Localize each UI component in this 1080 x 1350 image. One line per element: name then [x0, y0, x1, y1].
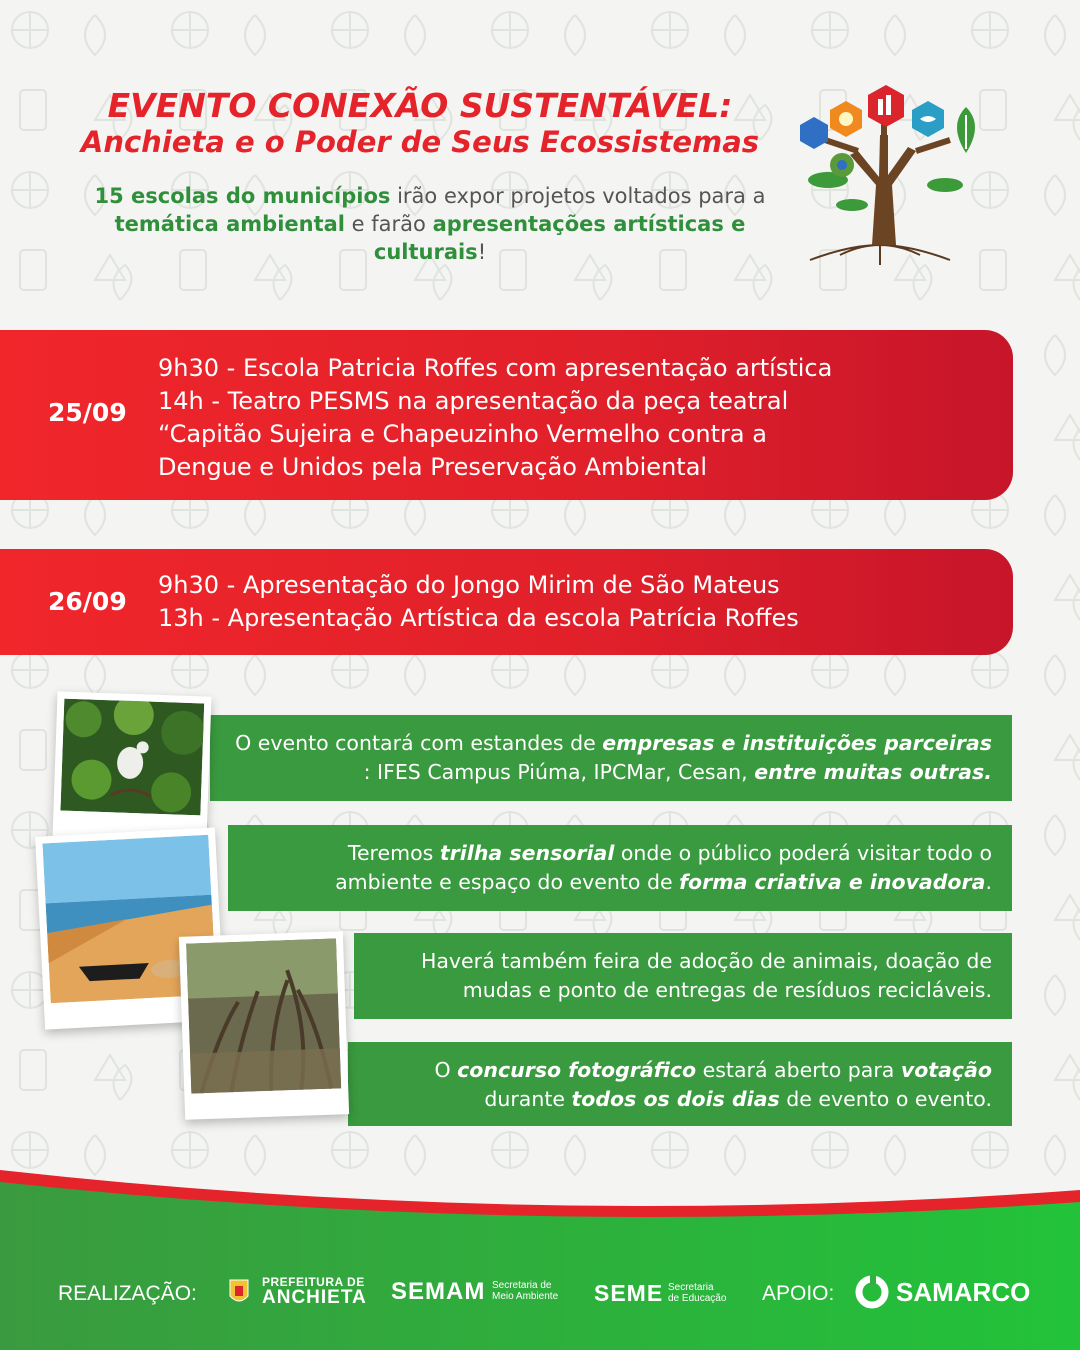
title-line-1: EVENTO CONEXÃO SUSTENTÁVEL: — [107, 86, 733, 125]
highlight-stands — [210, 715, 1012, 801]
seme-subtitle — [668, 1282, 726, 1304]
schedule-line: Dengue e Unidos pela Preservação Ambiental — [158, 453, 708, 481]
hl-text: onde o público poderá visitar todo o ambiente e espaço do evento de — [335, 841, 992, 894]
intro-bold-3: apresentações artísticas e culturais — [373, 212, 746, 264]
hl-bold: empresas e instituições parceiras — [602, 731, 992, 755]
intro-text-2: e farão — [345, 212, 433, 236]
hl-text: durante — [484, 1087, 572, 1111]
schedule-date: 26/09 — [48, 587, 127, 616]
schedule-line: 9h30 - Apresentação do Jongo Mirim de São Mateus — [158, 571, 780, 599]
schedule-line: 13h - Apresentação Artística da escola Patrícia Roffes — [158, 604, 799, 632]
semam-subtitle — [492, 1280, 558, 1302]
hl-text: estará aberto para — [696, 1058, 901, 1082]
event-title — [40, 88, 800, 160]
hl-bold: todos os dois dias — [571, 1087, 780, 1111]
hl-text: Haverá também feira de adoção de animais, doação de mudas e ponto de entregas de resíduos recicláveis. — [420, 949, 992, 1002]
hl-text: Teremos — [347, 841, 440, 865]
hl-text: O — [434, 1058, 458, 1082]
seme-sub-2: de Educação — [668, 1293, 727, 1304]
hl-text: de evento o evento. — [779, 1087, 992, 1111]
schedule-day-2 — [0, 549, 1013, 655]
hl-bold: votação — [900, 1058, 992, 1082]
intro-text — [90, 182, 770, 266]
highlight-adoption-fair — [354, 933, 1012, 1019]
highlight-sensory-trail — [228, 825, 1012, 911]
samarco-logo-text: SAMARCO — [896, 1277, 1031, 1307]
schedule-lines — [158, 569, 799, 635]
schedule-day-1 — [0, 330, 1013, 500]
photo-heron-mangrove — [53, 691, 212, 841]
seme-sub-1: Secretaria — [668, 1282, 714, 1293]
schedule-date: 25/09 — [48, 398, 127, 427]
semam-logo-text: SEMAM — [391, 1278, 486, 1305]
schedule-line: 9h30 - Escola Patricia Roffes com apresentação artística — [158, 354, 833, 382]
seme-logo-text: SEME — [594, 1280, 664, 1306]
prefeitura-line-2: ANCHIETA — [262, 1287, 367, 1308]
intro-bold-2: temática ambiental — [114, 212, 345, 236]
intro-text-3: ! — [477, 240, 487, 264]
title-line-2: Anchieta e o Poder de Seus Ecossistemas — [80, 125, 760, 159]
footer-band — [0, 1160, 1080, 1350]
hl-bold: trilha sensorial — [439, 841, 615, 865]
footer-logos — [0, 1270, 1080, 1320]
highlight-photo-contest — [348, 1042, 1012, 1126]
hl-bold: concurso fotográfico — [457, 1058, 697, 1082]
hl-text: . — [985, 870, 992, 894]
intro-text-1: irão expor projetos voltados para a — [390, 184, 766, 208]
hl-bold: forma criativa e inovadora — [679, 870, 986, 894]
prefeitura-line-1: PREFEITURA DE — [262, 1275, 365, 1289]
semam-sub-1: Secretaria de — [492, 1280, 552, 1291]
hl-bold: entre muitas outras. — [754, 760, 992, 784]
realizacao-label: REALIZAÇÃO: — [58, 1282, 197, 1305]
photo-mangrove-roots — [179, 931, 349, 1120]
anchieta-crest-icon — [228, 1278, 250, 1306]
samarco-ring-icon — [855, 1275, 889, 1309]
apoio-label: APOIO: — [762, 1282, 835, 1305]
hl-text: : IFES Campus Piúma, IPCMar, Cesan, — [363, 760, 755, 784]
intro-bold-1: 15 escolas do municípios — [94, 184, 391, 208]
tree-ecosystem-logo — [780, 85, 1000, 270]
semam-sub-2: Meio Ambiente — [492, 1291, 559, 1302]
schedule-line: 14h - Teatro PESMS na apresentação da peça teatral — [158, 387, 789, 415]
schedule-line: “Capitão Sujeira e Chapeuzinho Vermelho contra a — [158, 420, 767, 448]
hl-text: O evento contará com estandes de — [235, 731, 603, 755]
schedule-lines — [158, 352, 832, 484]
